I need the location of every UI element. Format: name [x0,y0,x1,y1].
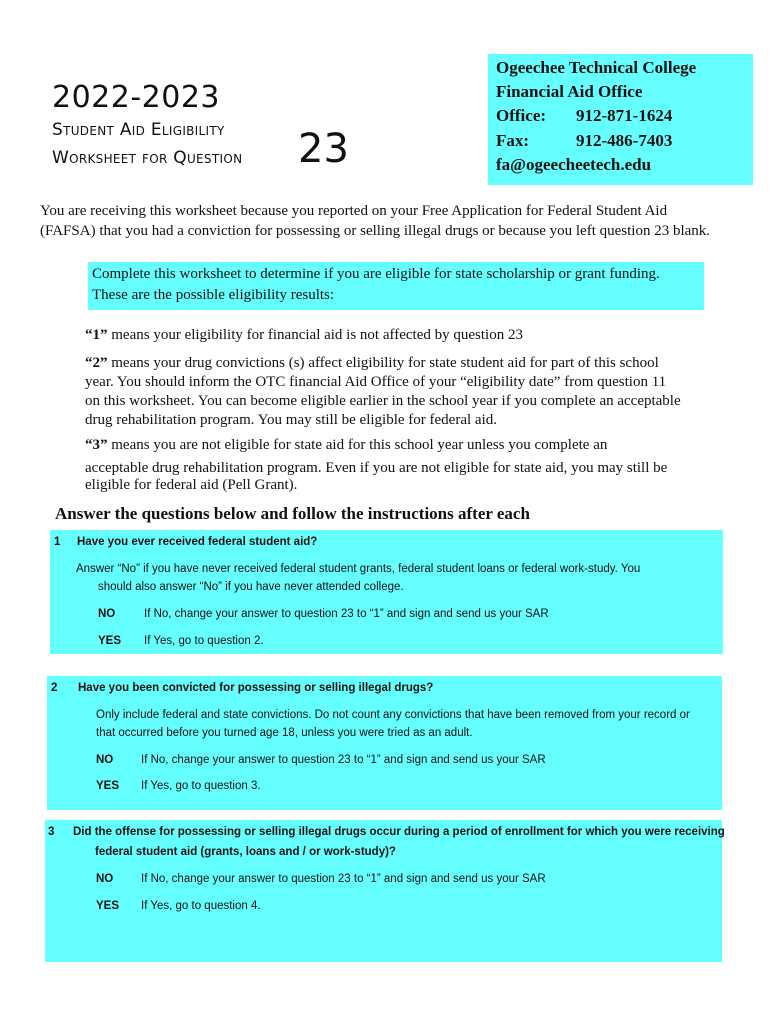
result-text: eligible for federal aid (Pell Grant). [85,477,298,493]
intro-paragraph [40,201,740,241]
instructions-box [88,262,704,310]
question-1-note: should also answer “No” if you have never attended college. [98,581,404,593]
question-3-text: Did the offense for possessing or selling illegal drugs occur during a period of enrollment for which you were receiving [73,826,725,838]
result-text: means your drug convictions (s) affect eligibility for state student aid for part of this school [107,355,659,371]
question-2-note: Only include federal and state convictions. Do not count any convictions that have been removed from your record or [96,709,690,721]
question-3-yes-instruction: If Yes, go to question 4. [141,900,261,912]
result-text: means your eligibility for financial aid is not affected by question 23 [107,327,523,343]
email-address: fa@ogeecheetech.edu [496,155,652,174]
result-text: year. You should inform the OTC financial Aid Office of your “eligibility date” from question 11 [85,374,667,390]
worksheet-year: 2022-2023 [52,80,221,115]
result-text: means you are not eligible for state aid for this school year unless you complete an [107,437,608,453]
result-text: drug rehabilitation program. You may still be eligible for federal aid. [85,412,497,428]
question-1-number: 1 [54,536,61,548]
question-1-note: Answer “No” if you have never received federal student grants, federal student loans or federal work-study. You [76,563,641,575]
result-3 [85,436,710,494]
question-3-box [45,820,725,962]
question-2-note: that occurred before you turned age 18, unless you were tried as an adult. [96,727,473,739]
college-name: Ogeechee Technical College [496,58,697,77]
fax-label: Fax: [496,131,530,150]
question-2-box [47,676,722,810]
instructions-line: Complete this worksheet to determine if you are eligible for state scholarship or grant funding. [92,266,660,282]
question-2-no-label[interactable]: NO [96,754,114,766]
result-code: “1” [85,327,108,343]
question-1-yes-instruction: If Yes, go to question 2. [144,635,264,647]
result-1 [85,326,710,345]
question-2-yes-label[interactable]: YES [96,780,120,792]
instructions-line: These are the possible eligibility results: [92,287,335,303]
question-number: 23 [298,126,349,172]
result-code: “2” [85,355,108,371]
question-3-no-instruction: If No, change your answer to question 23 to “1” and sign and send us your SAR [141,873,546,885]
question-1-no-instruction: If No, change your answer to question 23 to “1” and sign and send us your SAR [144,608,549,620]
worksheet-subtitle-line1: Student Aid Eligibility [52,120,225,140]
question-2-text: Have you been convicted for possessing or selling illegal drugs? [78,682,434,694]
result-text: on this worksheet. You can become eligible earlier in the school year if you complete an acceptable [85,393,681,409]
question-3-yes-label[interactable]: YES [96,900,120,912]
result-text: acceptable drug rehabilitation program. Even if you are not eligible for state aid, you may still be [85,460,668,476]
office-label: Office: [496,106,547,125]
question-2-yes-instruction: If Yes, go to question 3. [141,780,261,792]
worksheet-subtitle-line2: Worksheet for Question [52,148,243,168]
question-3-number: 3 [48,826,55,838]
intro-line: You are receiving this worksheet because you reported on your Free Application for Federal Student Aid [40,203,668,219]
intro-line: (FAFSA) that you had a conviction for possessing or selling illegal drugs or because you left question 23 blank. [40,223,711,239]
question-3-no-label[interactable]: NO [96,873,114,885]
question-1-no-label[interactable]: NO [98,608,116,620]
office-phone: 912-871-1624 [576,106,673,125]
question-1-yes-label[interactable]: YES [98,635,122,647]
result-2 [85,354,710,430]
office-name: Financial Aid Office [496,82,643,101]
question-2-no-instruction: If No, change your answer to question 23 to “1” and sign and send us your SAR [141,754,546,766]
question-1-box [50,530,723,654]
question-1-text: Have you ever received federal student aid? [77,536,318,548]
answer-heading: Answer the questions below and follow the instructions after each [55,504,530,523]
question-3-text: federal student aid (grants, loans and / or work-study)? [95,846,396,858]
question-2-number: 2 [51,682,58,694]
contact-box [488,54,753,185]
result-code: “3” [85,437,108,453]
fax-phone: 912-486-7403 [576,131,673,150]
